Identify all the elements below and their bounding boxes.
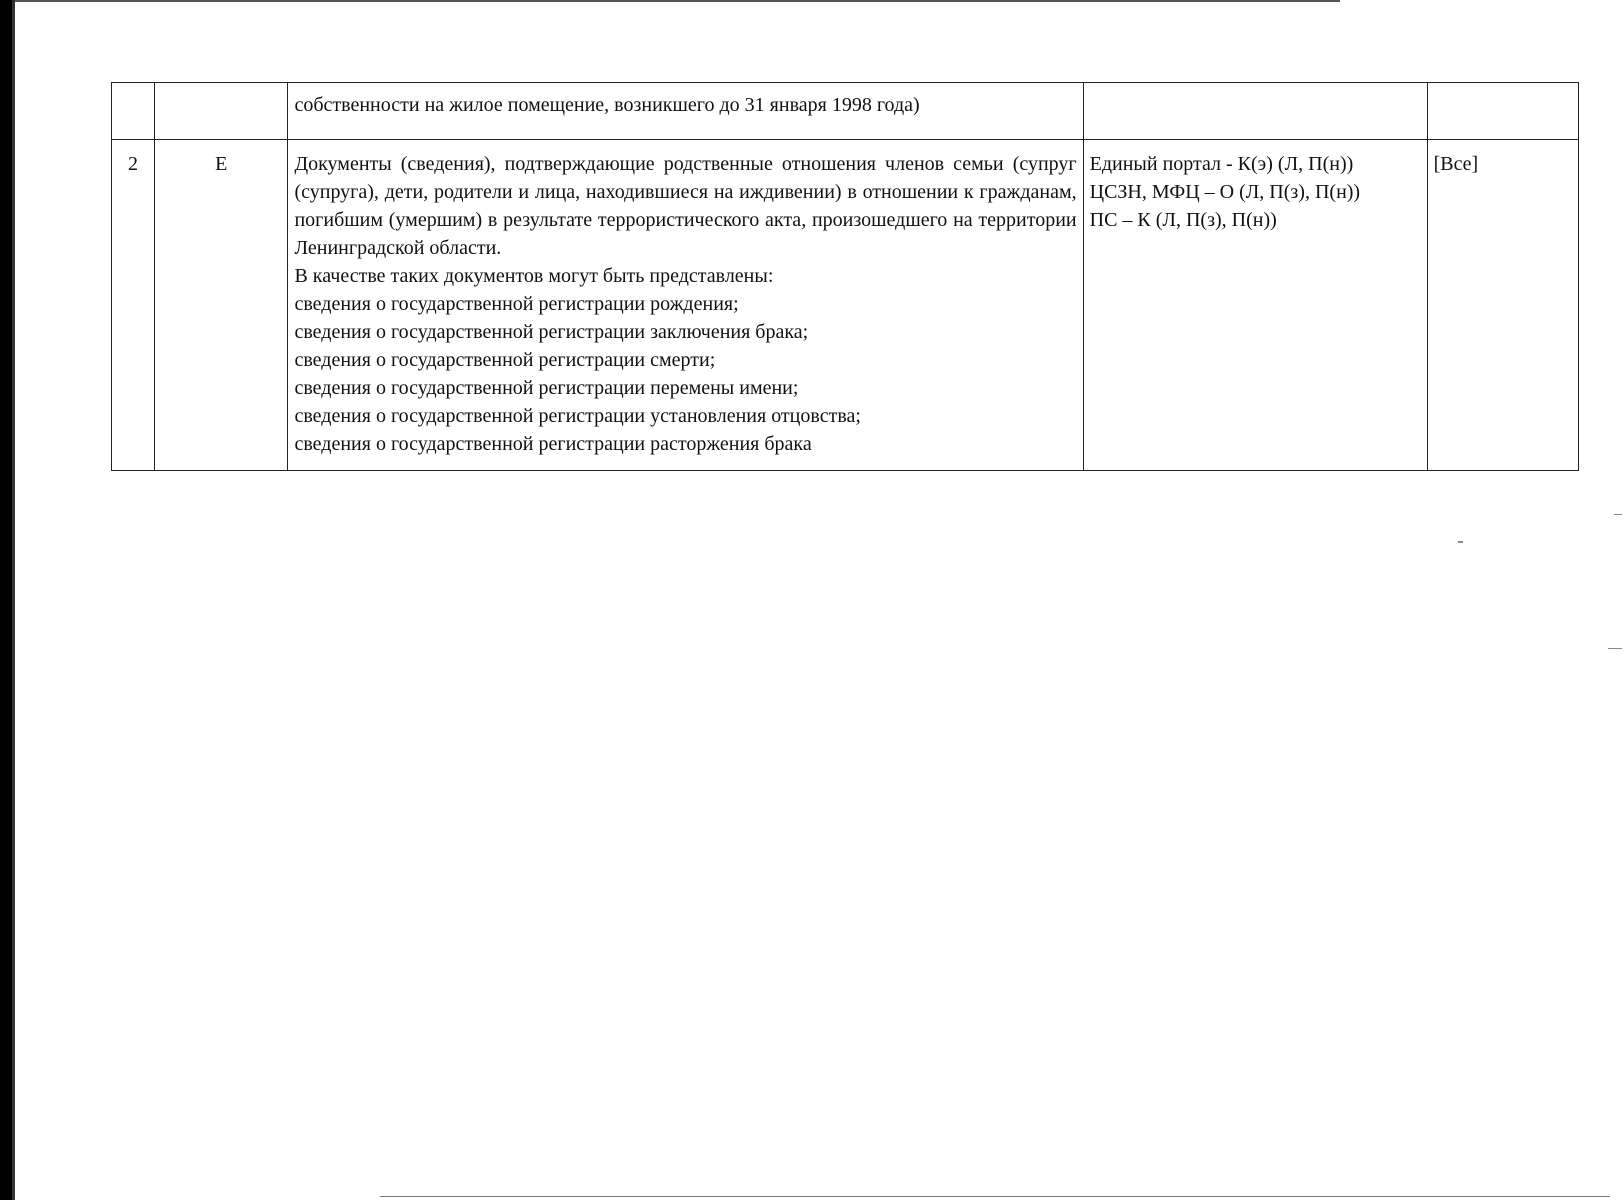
source-line: ЦСЗН, МФЦ – О (Л, П(з), П(н)) [1089, 181, 1361, 203]
documents-table [111, 82, 1579, 471]
description-line: сведения о государственной регистрации рождения; [294, 293, 739, 315]
source-line: Единый портал - К(э) (Л, П(н)) [1089, 153, 1354, 175]
scan-bottom-edge [380, 1196, 1610, 1197]
cell-code: Е [155, 140, 288, 471]
cell-number-empty [112, 83, 155, 140]
scan-left-border-shadow [12, 0, 15, 1200]
description-line: сведения о государственной регистрации расторжения брака [294, 433, 812, 455]
scan-left-border [0, 0, 12, 1200]
cell-description-continuation [288, 83, 1083, 140]
continuation-text: собственности на жилое помещение, возникшего до 31 января 1998 года) [294, 94, 920, 116]
scan-speck [1458, 541, 1463, 543]
cell-applicability-empty [1427, 83, 1578, 140]
cell-applicability: [Все] [1427, 140, 1578, 471]
description-line: В качестве таких документов могут быть представлены: [294, 265, 774, 287]
table-row-continuation [112, 83, 1579, 140]
description-line: сведения о государственной регистрации смерти; [294, 349, 716, 371]
cell-description [288, 140, 1083, 471]
description-line: сведения о государственной регистрации перемены имени; [294, 377, 799, 399]
cell-code-empty [155, 83, 288, 140]
cell-number: 2 [112, 140, 155, 471]
description-paragraph: Документы (сведения), подтверждающие родственные отношения членов семьи (супруг (супруга), дети, родители и лица, находившиеся на иждивении) в отношении к гражданам, погибшим (умершим) в результате террористического акта, произошедшего на территории Ленинградской области. [294, 153, 1077, 259]
scan-speck [1608, 648, 1622, 649]
cell-sources-empty [1083, 83, 1427, 140]
table-row-2 [112, 140, 1579, 471]
description-line: сведения о государственной регистрации заключения брака; [294, 321, 809, 343]
scan-top-edge [0, 0, 1340, 2]
description-line: сведения о государственной регистрации установления отцовства; [294, 405, 861, 427]
scan-speck [1614, 514, 1622, 515]
source-line: ПС – К (Л, П(з), П(н)) [1089, 209, 1277, 231]
cell-sources [1083, 140, 1427, 471]
